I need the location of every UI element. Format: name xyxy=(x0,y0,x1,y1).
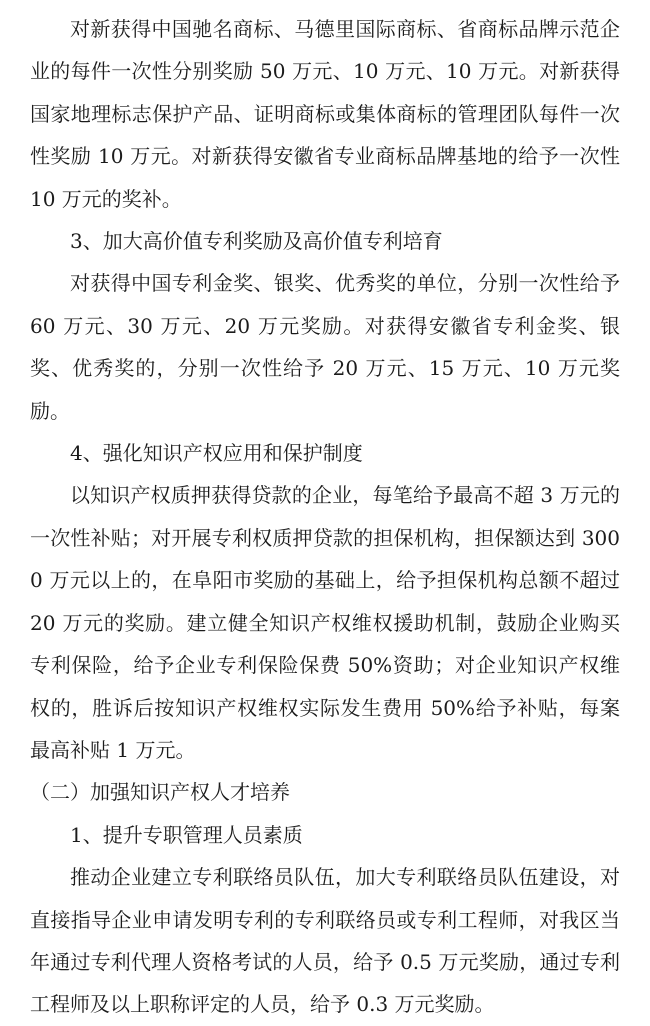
heading-item-1-personnel-quality: 1、提升专职管理人员素质 xyxy=(70,822,303,847)
paragraph-patent-liaison-rewards: 推动企业建立专利联络员队伍，加大专利联络员队伍建设，对直接指导企业申请发明专利的专利联络员或专利工程师，对我区当年通过专利代理人资格考试的人员，给予 0.5 万元奖励，通过专利工程师及以上职称评定的人员，给予 0.3 万元奖励。 xyxy=(30,865,620,1017)
paragraph-trademark-rewards: 对新获得中国驰名商标、马德里国际商标、省商标品牌示范企业的每件一次性分别奖励 50 万元、10 万元、10 万元。对新获得国家地理标志保护产品、证明商标或集体商标的管理团队每件一次性奖励 10 万元。对新获得安徽省专业商标品牌基地的给予一次性 10 万元的奖补。 xyxy=(30,17,620,211)
heading-item-3-high-value-patents: 3、加大高价值专利奖励及高价值专利培育 xyxy=(70,229,443,254)
paragraph-ip-pledge-loans: 以知识产权质押获得贷款的企业，每笔给予最高不超 3 万元的一次性补贴；对开展专利权质押贷款的担保机构，担保额达到 3000 万元以上的，在阜阳市奖励的基础上，给予担保机构总额不超过 20 万元的奖励。建立健全知识产权维权援助机制，鼓励企业购买专利保险，给予企业专利保险保费 50%资助；对企业知识产权维权的，胜诉后按知识产权维权实际发生费用 50%给予补贴，每案最高补贴 1 万元。 xyxy=(30,483,620,762)
paragraph-patent-award-amounts: 对获得中国专利金奖、银奖、优秀奖的单位，分别一次性给予 60 万元、30 万元、20 万元奖励。对获得安徽省专利金奖、银奖、优秀奖的，分别一次性给予 20 万元、15 万元、10 万元奖励。 xyxy=(30,271,620,423)
section-heading-2-talent-training: （二）加强知识产权人才培养 xyxy=(30,780,290,805)
heading-item-4-ip-protection: 4、强化知识产权应用和保护制度 xyxy=(70,441,363,466)
